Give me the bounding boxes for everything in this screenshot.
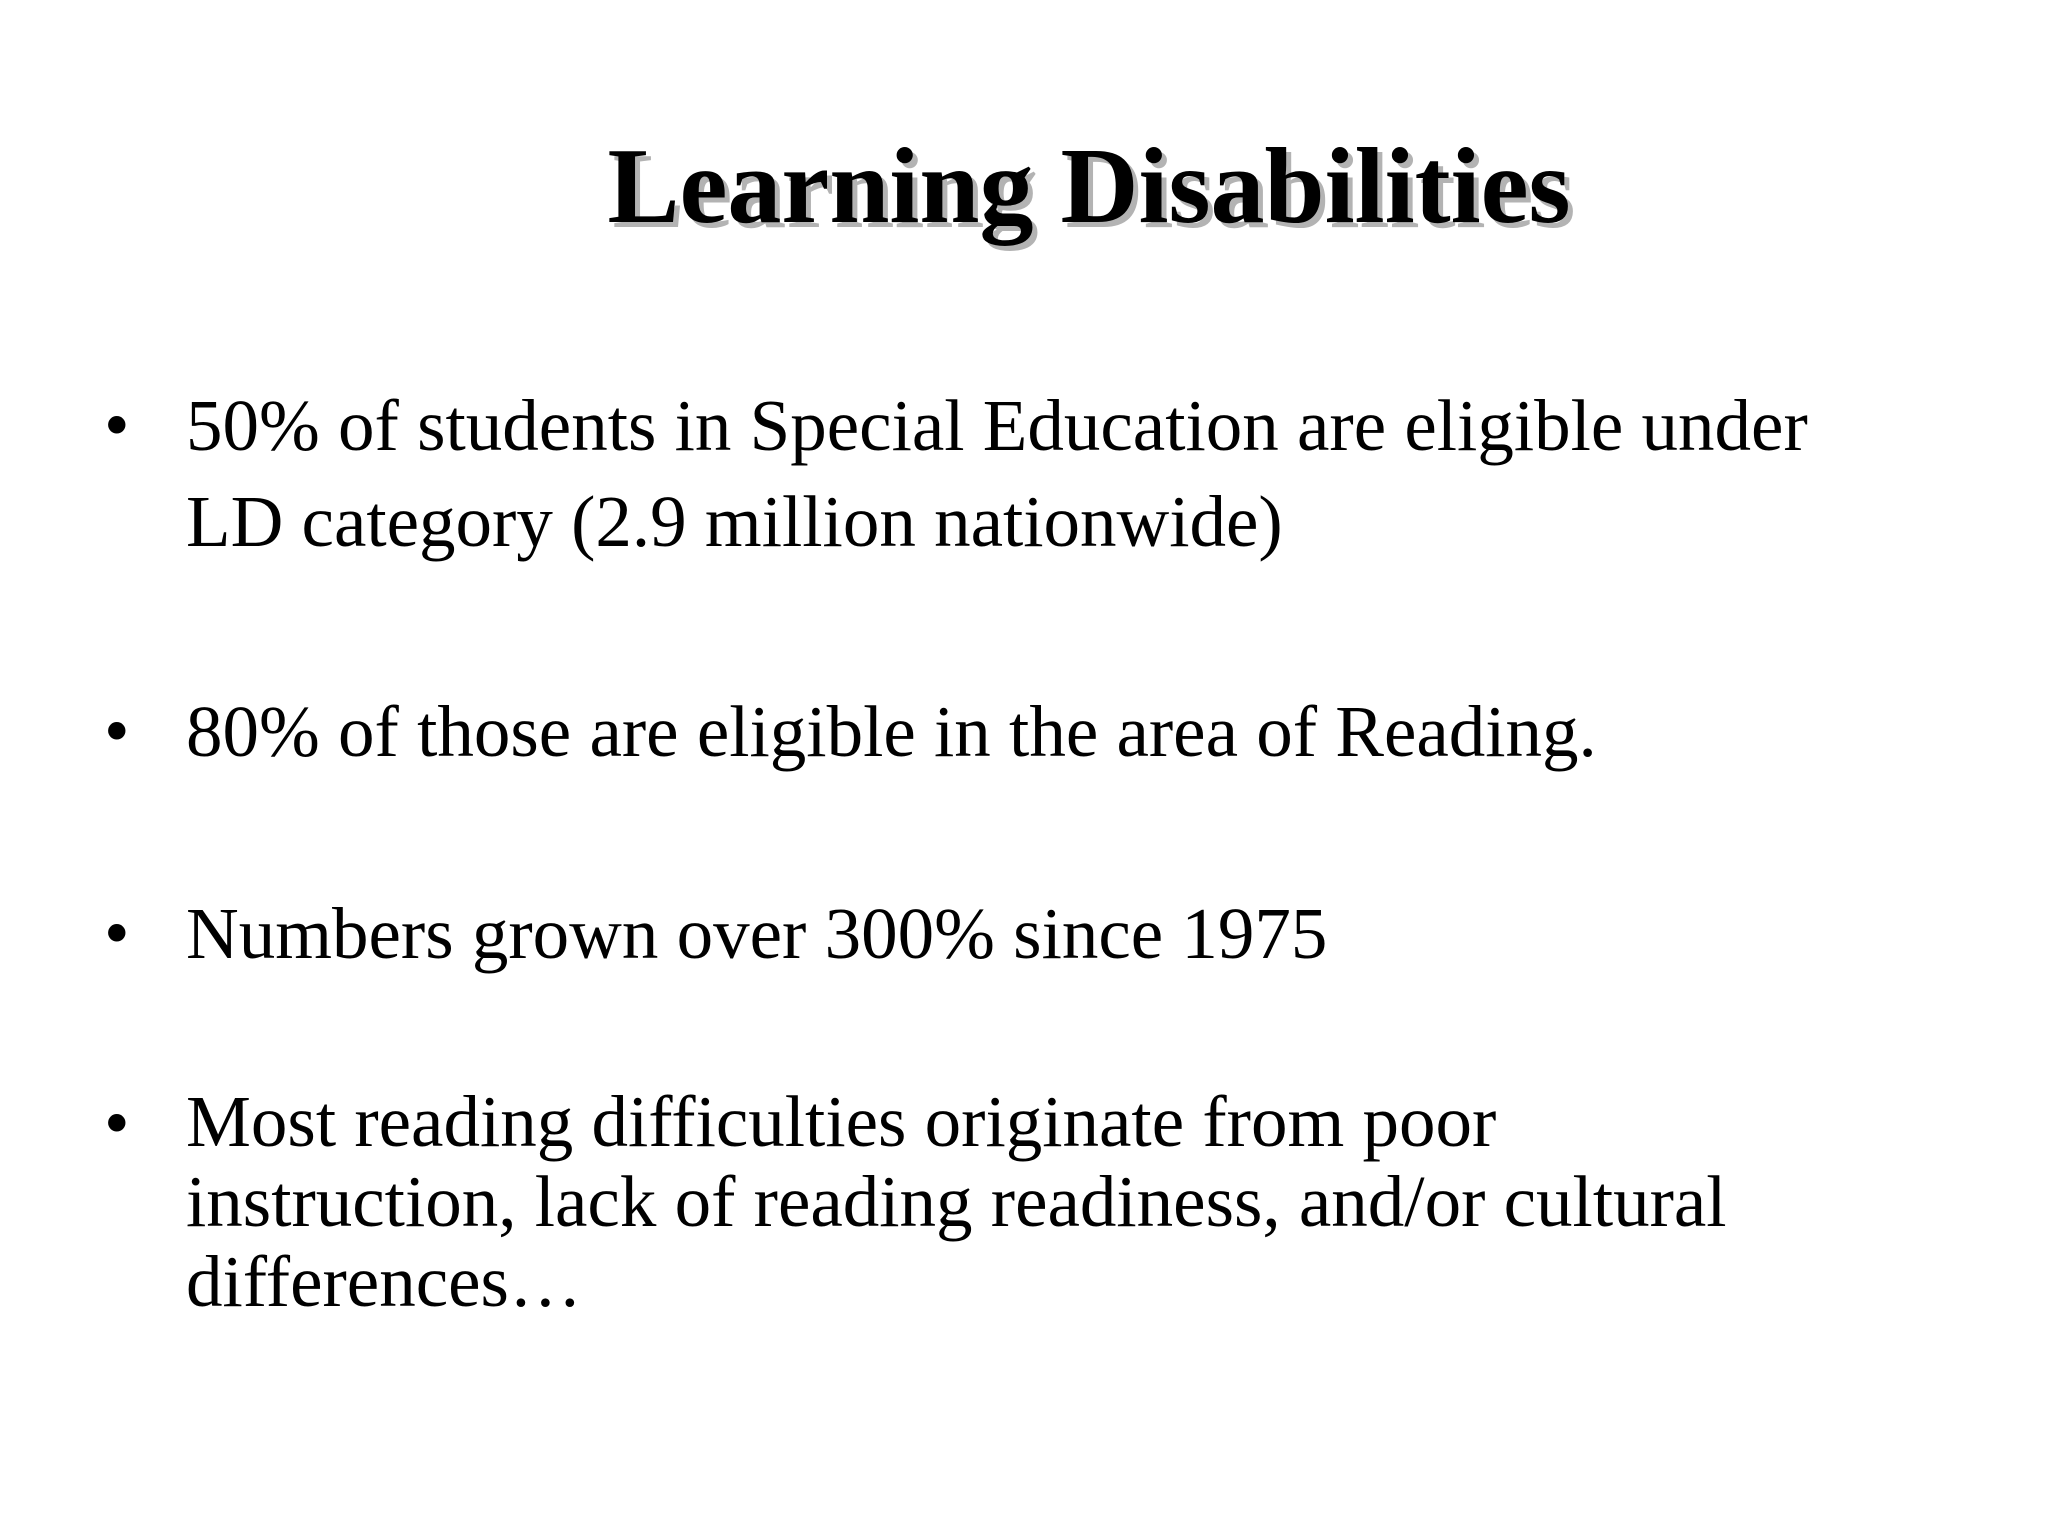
bullet-line: 80% of those are eligible in the area of Reading.	[186, 691, 1597, 772]
bullet-line: Numbers grown over 300% since 1975	[186, 893, 1328, 974]
bullet-icon: •	[104, 892, 130, 973]
bullet-text	[186, 684, 1994, 780]
slide-title: Learning Disabilities	[607, 127, 1571, 246]
bullet-line: differences…	[186, 1241, 582, 1322]
bullet-line: instruction, lack of reading readiness, and/or cultural	[186, 1161, 1727, 1242]
bullet-item-3	[104, 886, 1994, 982]
bullet-text	[186, 1082, 1994, 1322]
bullet-text	[186, 886, 1994, 982]
bullet-item-1	[104, 378, 1994, 570]
bullet-icon: •	[104, 1082, 130, 1163]
bullet-line: 50% of students in Special Education are eligible under	[186, 385, 1808, 466]
bullet-icon: •	[104, 384, 130, 465]
bullet-item-2	[104, 684, 1994, 780]
bullet-icon: •	[104, 690, 130, 771]
bullet-line: Most reading difficulties originate from poor	[186, 1081, 1497, 1162]
bullet-item-4	[104, 1082, 1994, 1322]
bullet-line: LD category (2.9 million nationwide)	[186, 481, 1283, 562]
bullet-text	[186, 378, 1994, 570]
